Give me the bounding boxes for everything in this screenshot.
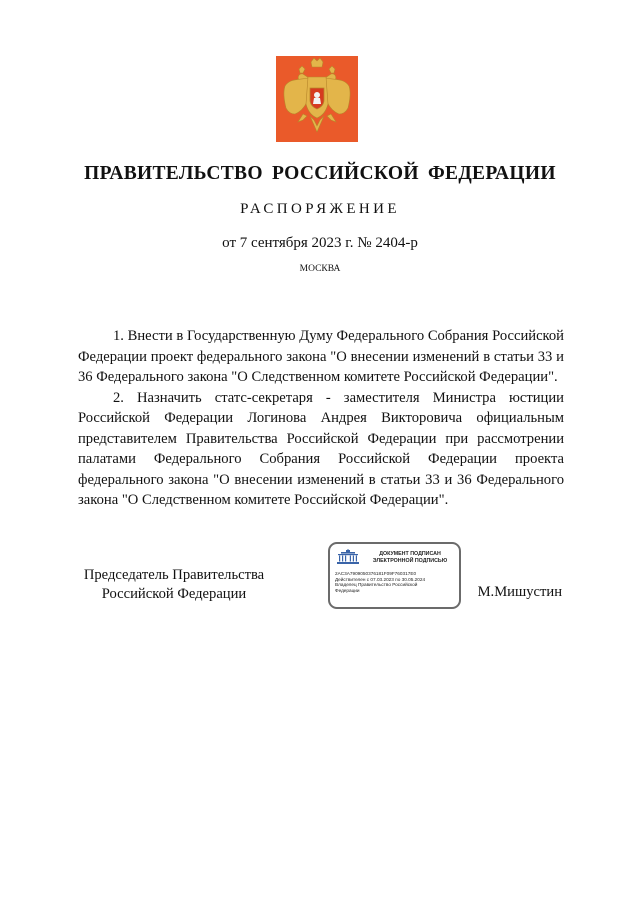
coat-of-arms-icon — [276, 56, 358, 142]
stamp-details — [335, 571, 457, 593]
stamp-validity: Действителен с 07.03.2023 по 30.05.2024 — [335, 576, 426, 582]
signatory-position — [78, 566, 270, 604]
stamp-owner-line2: Федерации — [335, 587, 360, 593]
stamp-title — [364, 551, 456, 564]
government-title: ПРАВИТЕЛЬСТВО РОССИЙСКОЙ ФЕДЕРАЦИИ — [84, 163, 556, 184]
document-body — [78, 326, 564, 511]
signatory-position-line1: Председатель Правительства — [83, 567, 265, 583]
electronic-signature-stamp — [328, 542, 461, 609]
paragraph-2: 2. Назначить статс-секретаря - заместителя Министра юстиции Российской Федерации Логинова Андрея Викторовича официальным представителем Правительства Российской Федерации при рассмотрении палатами Федерального Собрания Российской Федерации проекта федерального закона "О внесении изменений в статьи 33 и 36 Федерального закона "О Следственном комитете Российской Федерации". — [78, 389, 564, 508]
government-building-icon — [337, 549, 359, 565]
signatory-name: М.Мишустин — [477, 584, 562, 600]
document-date-number: от 7 сентября 2023 г. № 2404-р — [222, 235, 418, 251]
stamp-certificate: 2AC3A7909050376181F09F760317E0 — [335, 571, 417, 576]
signatory-position-line2: Российской Федерации — [101, 586, 247, 602]
paragraph-1: 1. Внести в Государственную Думу Федерального Собрания Российской Федерации проект федерального закона "О внесении изменений в статьи 33 и 36 Федерального закона "О Следственном комитете Российской Федерации". — [78, 328, 564, 385]
document-city: МОСКВА — [299, 264, 341, 274]
document-type: РАСПОРЯЖЕНИЕ — [240, 201, 400, 217]
stamp-owner-line1: Владелец Правительство Российской — [335, 582, 418, 588]
stamp-title-line1: ДОКУМЕНТ ПОДПИСАН — [379, 551, 441, 557]
coat-of-arms-emblem — [276, 56, 358, 142]
stamp-title-line2: ЭЛЕКТРОННОЙ ПОДПИСЬЮ — [372, 557, 448, 564]
